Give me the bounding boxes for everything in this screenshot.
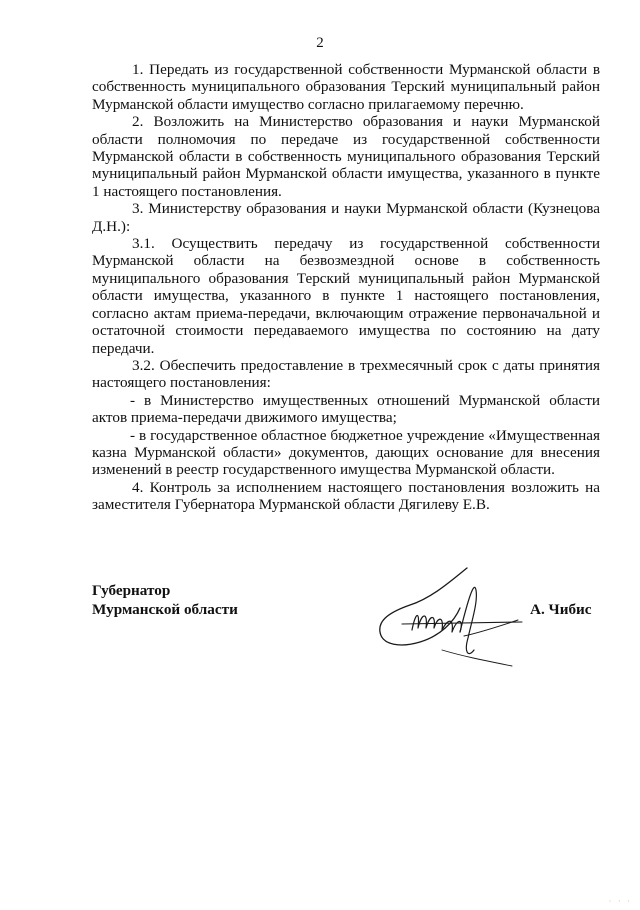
signatory-title: Губернатор — [92, 582, 171, 599]
document-body — [92, 61, 600, 514]
signatory-position — [92, 582, 238, 619]
page-number: 2 — [316, 35, 324, 51]
scan-artifact-marks: · · · — [608, 896, 632, 906]
paragraph-3-2-documents: 3.2. Обеспечить предоставление в трехмесячный срок с даты принятия настоящего постановления: — [92, 356, 600, 392]
list-item-treasury: - в государственное областное бюджетное учреждение «Имущественная казна Мурманской области» документов, дающих основание для внесения изменений в реестр государственного имущества Мурманской области. — [92, 426, 600, 479]
signatory-region: Мурманской области — [92, 600, 238, 618]
paragraph-4-control: 4. Контроль за исполнением настоящего постановления возложить на заместителя Губернатора Мурманской области Дягилеву Е.В. — [92, 478, 600, 514]
paragraph-1-transfer: 1. Передать из государственной собственности Мурманской области в собственность муниципального образования Терский муниципальный район Мурманской области имущество согласно прилагаемому перечню. — [92, 61, 600, 113]
list-item-ministry-property: - в Министерство имущественных отношений Мурманской области актов приема-передачи движимого имущества; — [92, 391, 600, 427]
handwritten-signature — [372, 560, 532, 670]
paragraph-3-ministry: 3. Министерству образования и науки Мурманской области (Кузнецова Д.Н.): — [92, 200, 600, 235]
signatory-name: А. Чибис — [530, 601, 592, 618]
paragraph-2-authority: 2. Возложить на Министерство образования и науки Мурманской области полномочия по передаче из государственной собственности Мурманской области в собственность муниципального образования Терский муниципальный район Мурманской области имущества, указанного в пункте 1 настоящего постановления. — [92, 113, 600, 200]
paragraph-3-1-transfer: 3.1. Осуществить передачу из государственной собственности Мурманской области на безвозмездной основе в собственность муниципального образования Терский муниципальный район Мурманской области имущества, указанного в пункте 1 настоящего постановления, согласно актам приема-передачи, включающим отражение первоначальной и остаточной стоимости передаваемого имущества по состоянию на дату передачи. — [92, 235, 600, 357]
